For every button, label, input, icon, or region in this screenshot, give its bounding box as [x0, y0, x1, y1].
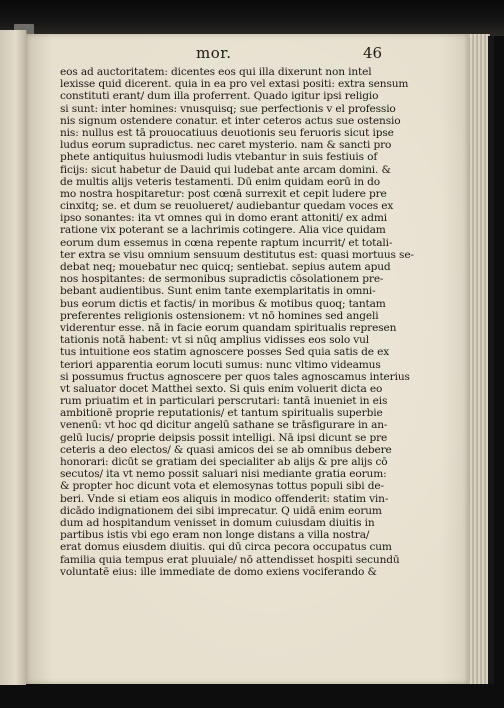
text-line: viderentur esse. nā in facie eorum quandam spiritualis represen: [60, 321, 397, 334]
page-stack-edges: [466, 34, 490, 684]
book-edge-shadow: [488, 36, 494, 688]
text-line: debat neq; mouebatur nec quicq; sentiebat. sepius autem apud: [60, 261, 391, 273]
text-line: secutos/ ita vt nemo possit saluari nisi mediante gratia eorum:: [60, 468, 387, 481]
text-line: de multis alijs veteris testamenti. Dū enim quidam eorū in do: [60, 175, 380, 188]
text-line: teriori apparentia eorum locuti sumus: nunc vltimo videamus: [60, 358, 381, 371]
text-line: mo nostra hospitaretur: post cœnā surrexit et cepit ludere pre: [60, 187, 387, 200]
text-line: preferentes religionis ostensionem: vt nō homines sed angeli: [60, 309, 379, 322]
text-line: vt saluator docet Matthei sexto. Si quis enim voluerit dicta eo: [60, 382, 383, 395]
text-line: ficijs: sicut habetur de Dauid qui ludebat ante arcam domini. &: [60, 163, 391, 176]
text-line: si sunt: inter homines: vnusquisq; sue perfectionis v el professio: [60, 102, 396, 115]
text-line: ambitionē proprie reputationis/ et tantum spiritualis superbie: [60, 407, 383, 420]
text-line: eorum dum essemus in cœna repente raptum incurrit/ et totali-: [60, 236, 393, 249]
right-page: [26, 34, 468, 684]
text-line: si possumus fructus agnoscere per quos tales agnoscamus interius: [60, 370, 410, 383]
text-line: dum ad hospitandum venisset in domum cuiusdam diuitis in: [60, 516, 375, 529]
text-line: ter extra se visu omnium sensuum destitutus est: quasi mortuus se-: [60, 248, 414, 261]
body-text: [60, 66, 416, 578]
text-line: familia quia tempus erat pluuiale/ nō attendisset hospiti secundū: [60, 553, 400, 566]
text-line: tationis notā habent: vt si nūq amplius vidisses eos solo vul: [60, 334, 370, 347]
text-line: eos ad auctoritatem: dicentes eos qui illa dixerunt non intel: [60, 66, 372, 78]
text-line: constituti erant/ dum illa proferrent. Quado igitur ipsi religio: [60, 90, 379, 103]
text-line: venenū: vt hoc qd dicitur angelū sathane se trāsfigurare in an-: [60, 419, 388, 432]
text-line: nis: nullus est tā prouocatiuus deuotionis seu feruoris sicut ipse: [60, 126, 394, 139]
text-line: & propter hoc dicunt vota et elemosynas tottus populi sibi de-: [60, 480, 384, 493]
text-line: cinxitq; se. et dum se reuolueret/ audiebantur quedam voces ex: [60, 200, 394, 213]
bottom-shadow: [26, 684, 496, 708]
text-line: nis signum ostendere conatur. et inter ceteros actus sue ostensio: [60, 114, 401, 127]
running-head: mor.: [196, 44, 232, 62]
text-line: ludus eorum supradictus. nec caret mysterio. nam & sancti pro: [60, 139, 392, 152]
text-line: erat domus eiusdem diuitis. qui dū circa pecora occupatus cum: [60, 541, 392, 554]
text-line: ratione vix poterant se a lachrimis cotingere. Alia vice quidam: [60, 224, 386, 237]
text-line: beri. Vnde si etiam eos aliquis in modico offenderit: statim vin-: [60, 492, 389, 505]
text-line: voluntatē eius: ille immediate de domo exiens vociferando &: [60, 565, 377, 578]
text-line: dicādo indignationem dei sibi imprecatur. Q uidā enim eorum: [60, 504, 382, 517]
text-line: lexisse quid dicerent. quia in ea pro vel extasi positi: extra sensum: [60, 78, 409, 91]
text-line: bus eorum dictis et factis/ in moribus & motibus quoq; tantam: [60, 297, 386, 310]
text-line: tus intuitione eos statim agnoscere posses Sed quia satis de ex: [60, 346, 390, 359]
binding-shadow: [0, 0, 504, 36]
left-facing-page: [0, 30, 27, 685]
text-line: ceteris a deo electos/ & quasi amicos dei se ab omnibus debere: [60, 443, 392, 456]
text-line: honorari: dicūt se gratiam dei specialiter ab alijs & pre alijs cō: [60, 456, 388, 468]
text-line: nos hospitantes: de sermonibus supradictis cōsolationem pre-: [60, 273, 384, 286]
text-line: bebant audientibus. Sunt enim tante exemplaritatis in omni-: [60, 285, 376, 298]
text-line: rum priuatim et in particulari perscrutari: tantā inueniet in eis: [60, 395, 388, 408]
text-line: phete antiquitus huiusmodi ludis vtebantur in suis festiuis of: [60, 151, 378, 164]
page-header: [26, 44, 468, 64]
text-line: gelū lucis/ proprie deipsis possit intelligi. Nā ipsi dicunt se pre: [60, 431, 388, 444]
text-line: ipso sonantes: ita vt omnes qui in domo erant attoniti/ ex admi: [60, 212, 387, 225]
folio-number: 46: [363, 44, 383, 62]
text-line: partibus istis vbi ego eram non longe distans a villa nostra/: [60, 529, 370, 542]
